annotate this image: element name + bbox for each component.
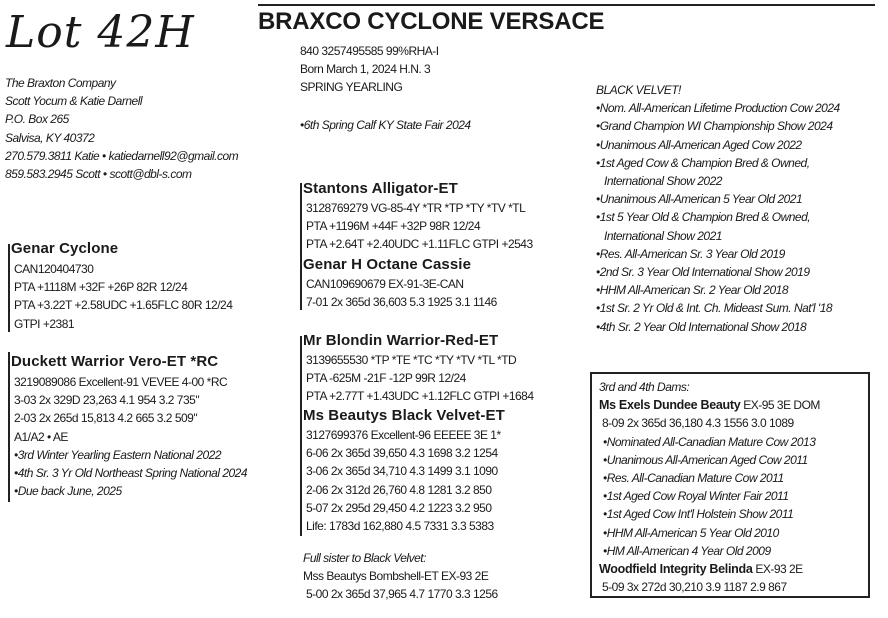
black-velvet-item: •4th Sr. 2 Year Old International Show 2018: [596, 319, 807, 334]
black-velvet-heading: BLACK VELVET!: [596, 83, 681, 97]
dam-of-sire-line: 7-01 2x 365d 36,603 5.3 1925 3.1 1146: [306, 295, 497, 310]
dam-line: 2-03 2x 265d 15,813 4.2 665 3.2 509": [14, 411, 198, 426]
sire-of-sire-info: [306, 199, 533, 254]
black-velvet-item: •2nd Sr. 3 Year Old International Show 2019: [596, 265, 810, 280]
sire-of-sire-line: PTA +1196M +44F +32P 98R 12/24: [306, 219, 481, 234]
dams-box-heading: 3rd and 4th Dams:: [599, 380, 690, 394]
lot-number: Lot 42H: [6, 7, 195, 58]
consignor-line: The Braxton Company: [5, 76, 116, 90]
fourth-dam-title: [599, 560, 820, 578]
animal-born: Born March 1, 2024 H.N. 3: [300, 62, 431, 77]
animal-show: •6th Spring Calf KY State Fair 2024: [300, 118, 471, 132]
black-velvet-item: •Unanimous All-American 5 Year Old 2021: [596, 192, 803, 207]
third-dam-score: EX-95 3E DOM: [740, 398, 820, 413]
sire-of-dam-name: Mr Blondin Warrior-Red-ET: [303, 332, 499, 349]
full-sister-record: 5-00 2x 365d 37,965 4.7 1770 3.3 1256: [306, 587, 498, 602]
dam-line: 3219089086 Excellent-91 VEVEE 4-00 *RC: [14, 375, 228, 389]
third-dam-note: •1st Aged Cow Int'l Holstein Show 2011: [603, 507, 794, 522]
sire-of-sire-line: 3128769279 VG-85-4Y *TR *TP *TY *TV *TL: [306, 201, 526, 215]
black-velvet-item: International Show 2021: [604, 228, 722, 243]
animal-info: [300, 42, 439, 97]
sire-of-dam-line: 3139655530 *TP *TE *TC *TY *TV *TL *TD: [306, 353, 517, 367]
dam-of-sire-line: CAN109690679 EX-91-3E-CAN: [306, 277, 464, 291]
dam-note: •Due back June, 2025: [14, 484, 122, 499]
dam-bracket: [8, 352, 10, 502]
third-dam-note: •Unanimous All-American Aged Cow 2011: [603, 452, 808, 467]
consignor-line: 859.583.2945 Scott • scott@dbl-s.com: [5, 167, 192, 182]
full-sister-label: Full sister to Black Velvet:: [303, 551, 426, 565]
sire-line: PTA +3.22T +2.58UDC +1.65FLC 80R 12/24: [14, 298, 233, 313]
third-dam-note: •Res. All-Canadian Mature Cow 2011: [603, 471, 784, 486]
dam-note: •4th Sr. 3 Yr Old Northeast Spring National 2024: [14, 466, 248, 481]
consignor-line: P.O. Box 265: [5, 112, 69, 127]
dam-of-dam-info: [306, 426, 501, 535]
consignor-line: 270.579.3811 Katie • katiedarnell92@gmail.com: [5, 148, 239, 163]
dam-info: [14, 373, 247, 500]
dam-of-dam-name: Ms Beautys Black Velvet-ET: [303, 407, 505, 424]
sire-info: [14, 260, 232, 333]
black-velvet-item: •Grand Champion WI Championship Show 2024: [596, 119, 833, 134]
header-rule: [258, 4, 875, 6]
sire-of-sire-name: Stantons Alligator-ET: [303, 180, 458, 197]
full-sister-name: Mss Beautys Bombshell-ET EX-93 2E: [303, 569, 489, 584]
black-velvet-item: •HHM All-American Sr. 2 Year Old 2018: [596, 283, 789, 298]
third-dam-note: •1st Aged Cow Royal Winter Fair 2011: [603, 489, 789, 504]
dams-box-content: [599, 378, 820, 596]
dam-of-dam-line: Life: 1783d 162,880 4.5 7331 3.3 5383: [306, 519, 494, 534]
dam-of-dam-line: 3-06 2x 365d 34,710 4.3 1499 3.1 1090: [306, 464, 498, 479]
animal-id-line: 840 3257495585 99%RHA-I: [300, 44, 439, 58]
third-dam-record: 8-09 2x 365d 36,180 4.3 1556 3.0 1089: [602, 416, 794, 431]
third-dam-note: •HM All-American 4 Year Old 2009: [603, 543, 771, 558]
dam-line: 3-03 2x 329D 23,263 4.1 954 3.2 735": [14, 393, 200, 408]
sire-bracket: [8, 244, 10, 332]
sire-of-dam-line: PTA +2.77T +1.43UDC +1.12FLC GTPI +1684: [306, 389, 534, 404]
black-velvet-item: International Show 2022: [604, 174, 722, 189]
consignor-block: [5, 74, 238, 183]
animal-title: BRAXCO CYCLONE VERSACE: [258, 8, 605, 35]
third-dam-name: Ms Exels Dundee Beauty: [599, 398, 741, 413]
black-velvet-item: •Unanimous All-American Aged Cow 2022: [596, 137, 802, 152]
black-velvet-item: •1st 5 Year Old & Champion Bred & Owned,: [596, 210, 811, 225]
black-velvet-item: •Res. All-American Sr. 3 Year Old 2019: [596, 246, 785, 261]
fourth-dam-score: EX-93 2E: [752, 562, 803, 577]
dam-line: A1/A2 • AE: [14, 429, 68, 444]
sire-line: PTA +1118M +32F +26P 82R 12/24: [14, 280, 188, 295]
dam-note: •3rd Winter Yearling Eastern National 2022: [14, 447, 222, 462]
animal-class: SPRING YEARLING: [300, 80, 403, 95]
third-dam-note: •Nominated All-Canadian Mature Cow 2013: [603, 434, 816, 449]
sire-name: Genar Cyclone: [11, 240, 119, 257]
sire-of-sire-bracket: [300, 183, 302, 310]
consignor-line: Salvisa, KY 40372: [5, 130, 95, 145]
sire-of-dam-bracket: [300, 336, 302, 536]
black-velvet-item: •Nom. All-American Lifetime Production Cow 2024: [596, 101, 840, 116]
black-velvet-item: •1st Sr. 2 Yr Old & Int. Ch. Mideast Sum. Nat'l '18: [596, 301, 833, 316]
dam-of-dam-line: 3127699376 Excellent-96 EEEEE 3E 1*: [306, 428, 501, 442]
sire-line: GTPI +2381: [14, 316, 75, 331]
black-velvet-item: •1st Aged Cow & Champion Bred & Owned,: [596, 155, 810, 170]
fourth-dam-name: Woodfield Integrity Belinda: [599, 562, 753, 577]
sire-of-sire-line: PTA +2.64T +2.40UDC +1.11FLC GTPI +2543: [306, 237, 533, 252]
fourth-dam-record: 5-09 3x 272d 30,210 3.9 1187 2.9 867: [602, 580, 787, 595]
third-dam-title: [599, 396, 820, 414]
dam-of-sire-name: Genar H Octane Cassie: [303, 256, 472, 273]
dam-of-dam-line: 2-06 2x 312d 26,760 4.8 1281 3.2 850: [306, 482, 492, 497]
sire-of-dam-line: PTA -625M -21F -12P 99R 12/24: [306, 371, 466, 386]
third-dam-note: •HHM All-American 5 Year Old 2010: [603, 525, 779, 540]
sire-of-dam-info: [306, 351, 534, 406]
sire-line: CAN120404730: [14, 262, 94, 276]
full-sister-block: [303, 549, 498, 604]
dam-name: Duckett Warrior Vero-ET *RC: [11, 353, 219, 370]
dam-of-dam-line: 5-07 2x 295d 29,450 4.2 1223 3.2 950: [306, 500, 492, 515]
consignor-line: Scott Yocum & Katie Darnell: [5, 94, 143, 109]
black-velvet-block: [596, 81, 840, 336]
dam-of-dam-line: 6-06 2x 365d 39,650 4.3 1698 3.2 1254: [306, 446, 498, 461]
dam-of-sire-info: [306, 275, 497, 311]
